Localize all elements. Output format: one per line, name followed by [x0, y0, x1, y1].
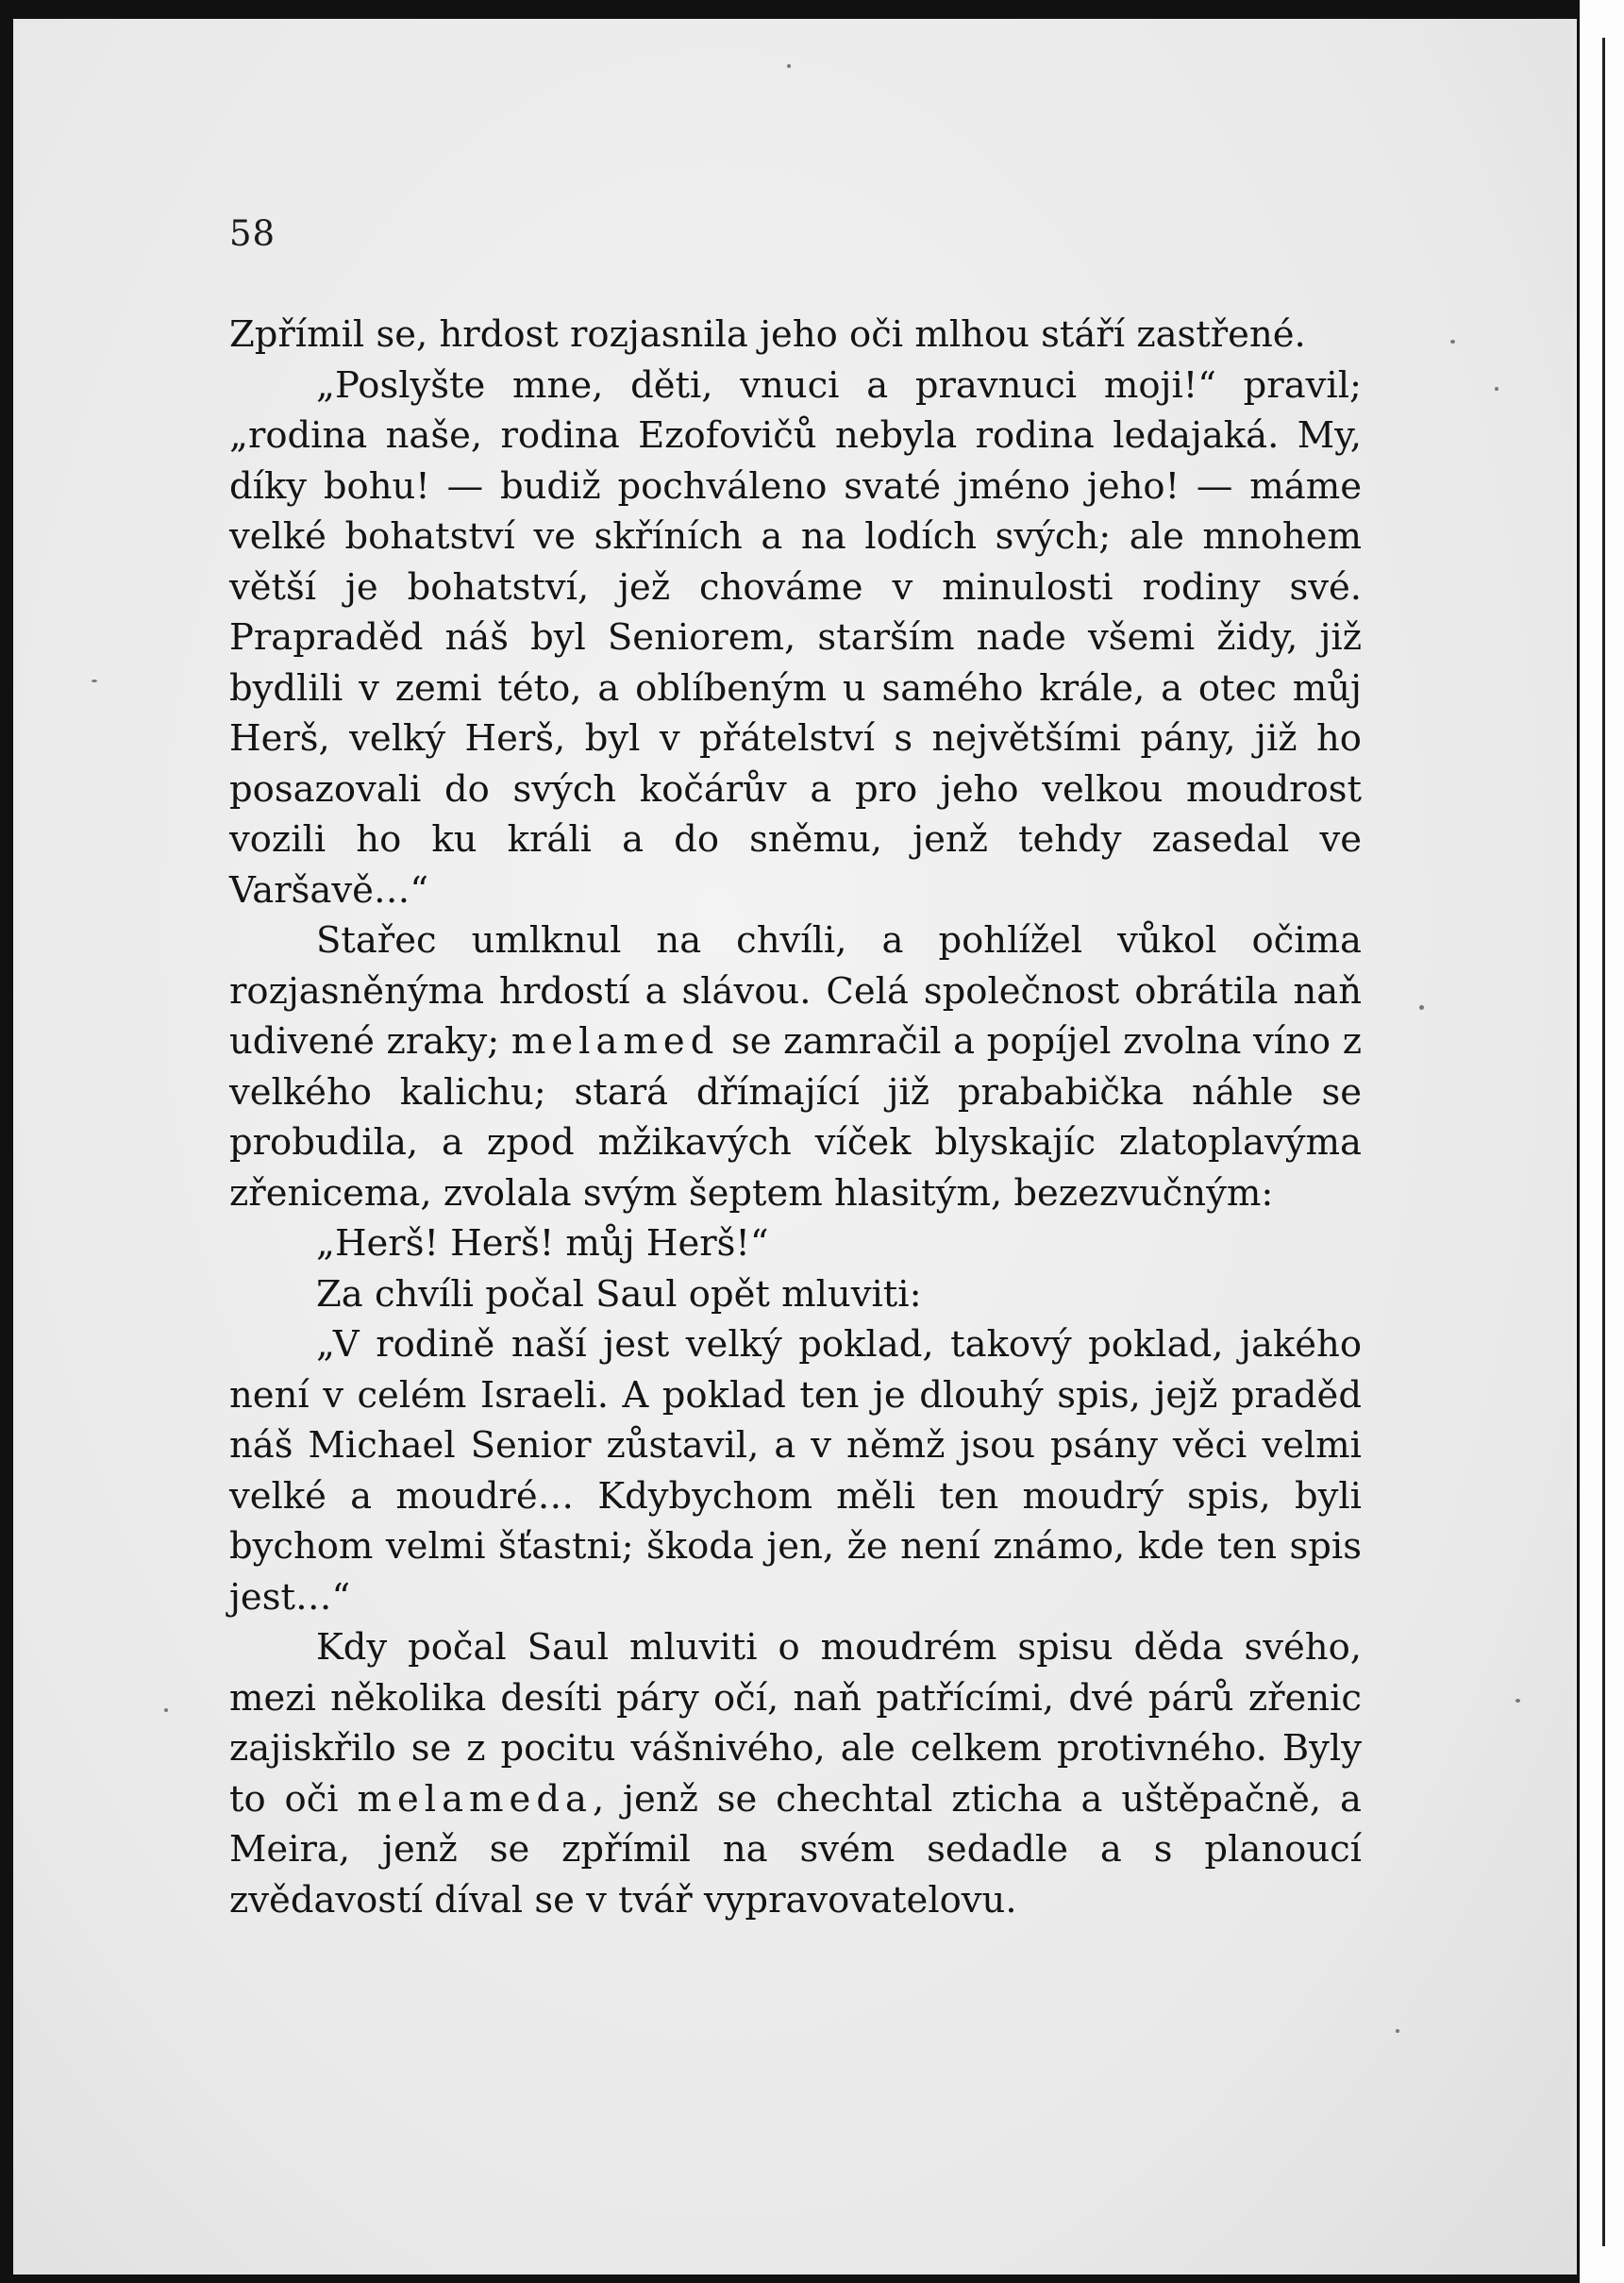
paragraph [229, 361, 1362, 916]
paragraph-text: Kdy počal Saul mluviti o moudrém spisu děda svého, mezi několika desíti páry očí, naň patřícími, dvé párů zřenic zajiskřilo se z pocitu vášnivého, ale celkem protivného. Byly to oči [229, 1626, 1362, 1821]
dust-speck [1450, 340, 1455, 344]
dust-speck [1396, 2029, 1399, 2033]
paragraph [229, 1622, 1362, 1925]
page-number: 58 [229, 213, 276, 254]
paragraph-text: , jenž se chechtal zticha a uštěpačně, a Meira, jenž se zpřímil na svém sedadle a s planoucí zvědavostí díval se v tvář vypravovatelovu. [229, 1777, 1363, 1922]
paragraph [229, 1269, 1362, 1320]
paragraph [229, 915, 1362, 1218]
body-text [229, 310, 1362, 1925]
dust-speck [787, 64, 791, 68]
paragraph-text: Zpřímil se, hrdost rozjasnila jeho oči mlhou stáří zastřené. [229, 313, 1306, 356]
paragraph [229, 1218, 1362, 1269]
page-edge-strip [1577, 0, 1624, 2283]
dust-speck [92, 680, 97, 682]
dust-speck [1419, 1005, 1424, 1010]
paragraph-text: „Herš! Herš! můj Herš!“ [316, 1222, 769, 1265]
paragraph-text: Za chvíli počal Saul opět mluviti: [316, 1272, 922, 1316]
emphasized-word: melamed [511, 1020, 720, 1063]
page-edge-rule [1602, 38, 1605, 2246]
dust-speck [1515, 1699, 1520, 1703]
dust-speck [1495, 387, 1498, 391]
emphasized-word: melameda [357, 1777, 593, 1821]
paragraph-text: „Poslyšte mne, děti, vnuci a pravnuci moji!“ pravil; „rodina naše, rodina Ezofovičů nebyla rodina ledajaká. My, díky bohu! — budiž pochváleno svaté jméno jeho! — máme velké bohatství ve skříních a na lodích svých; ale mnohem větší je bohatství, jež chováme v minulosti rodiny své. Prapraděd náš byl Seniorem, starším nade všemi židy, již bydlili v zemi této, a oblíbeným u samého krále, a otec můj Herš, velký Herš, byl v přátelství s největšími pány, již ho posazovali do svých kočárův a pro jeho velkou moudrost vozili ho ku králi a do sněmu, jenž tehdy zasedal ve Varšavě…“ [229, 363, 1362, 912]
paragraph-text: se zamračil a popíjel zvolna víno z velkého kalichu; stará dřímající již prababička náhle se probudila, a zpod mžikavých víček blyskajíc zlatoplavýma zřenicema, zvolala svým šeptem hlasitým, bezezvučným: [229, 1020, 1362, 1215]
dust-speck [164, 1708, 168, 1712]
paragraph-text: Stařec umlknul na chvíli, a pohlížel vůkol očima rozjasněnýma hrdostí a slávou. Celá společnost obrátila naň udivené zraky; [229, 919, 1362, 1063]
paragraph [229, 310, 1362, 361]
paragraph [229, 1319, 1362, 1622]
paragraph-text: „V rodině naší jest velký poklad, takový poklad, jakého není v celém Israeli. A poklad ten je dlouhý spis, jejž praděd náš Michael Senior zůstavil, a v němž jsou psány věci velmi velké a moudré… Kdybychom měli ten moudrý spis, byli bychom velmi šťastni; škoda jen, že není známo, kde ten spis jest…“ [229, 1323, 1362, 1619]
